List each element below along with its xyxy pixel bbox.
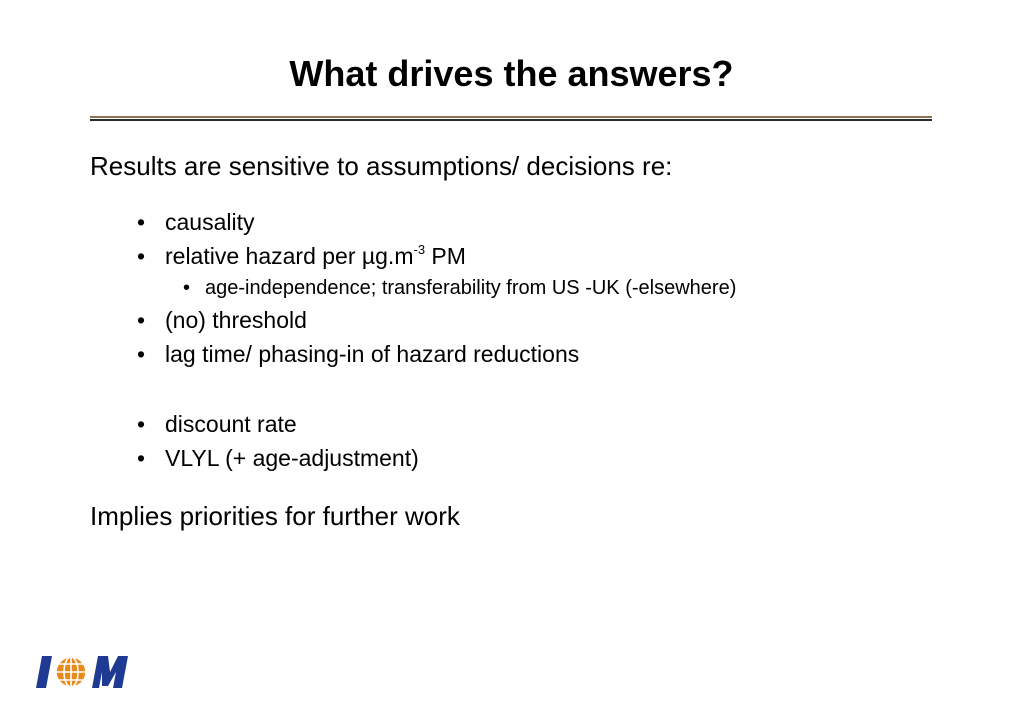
bullet-text: causality bbox=[165, 209, 255, 235]
bullet-dot: • bbox=[137, 307, 146, 333]
bullet-text: lag time/ phasing-in of hazard reductions bbox=[165, 341, 580, 367]
globe-icon bbox=[56, 657, 86, 687]
superscript-exponent: -3 bbox=[413, 242, 426, 257]
bullet-text: (no) threshold bbox=[165, 307, 307, 333]
logo-letter-m bbox=[92, 656, 128, 688]
bullet-text: relative hazard per µg.m bbox=[165, 243, 414, 269]
intro-text: Results are sensitive to assumptions/ decisions re: bbox=[90, 151, 673, 181]
bullet-threshold bbox=[135, 303, 736, 337]
bullet-text-tail: PM bbox=[425, 243, 466, 269]
bullet-discount-rate bbox=[135, 407, 736, 441]
bullet-dot: • bbox=[137, 243, 146, 269]
bullet-dot: • bbox=[183, 277, 191, 299]
bullet-dot: • bbox=[137, 411, 146, 437]
bullet-text: discount rate bbox=[165, 411, 297, 437]
bullet-dot: • bbox=[137, 445, 146, 471]
bullet-dot: • bbox=[137, 341, 146, 367]
iom-logo bbox=[36, 652, 128, 692]
slide-title: What drives the answers? bbox=[289, 53, 734, 94]
bullet-spacer bbox=[135, 371, 736, 407]
conclusion-text: Implies priorities for further work bbox=[90, 501, 460, 531]
bullet-dot: • bbox=[137, 209, 146, 235]
bullet-list bbox=[135, 205, 736, 475]
title-divider-top bbox=[90, 116, 932, 118]
bullet-vlyl bbox=[135, 441, 736, 475]
sub-bullet-age-independence bbox=[135, 273, 736, 303]
title-divider-bottom bbox=[90, 119, 932, 121]
bullet-text: VLYL (+ age-adjustment) bbox=[165, 445, 419, 471]
bullet-causality bbox=[135, 205, 736, 239]
bullet-relative-hazard bbox=[135, 239, 736, 273]
bullet-lag-time bbox=[135, 337, 736, 371]
logo-letter-i bbox=[36, 656, 52, 688]
bullet-text: age-independence; transferability from US -UK (-elsewhere) bbox=[205, 277, 737, 299]
